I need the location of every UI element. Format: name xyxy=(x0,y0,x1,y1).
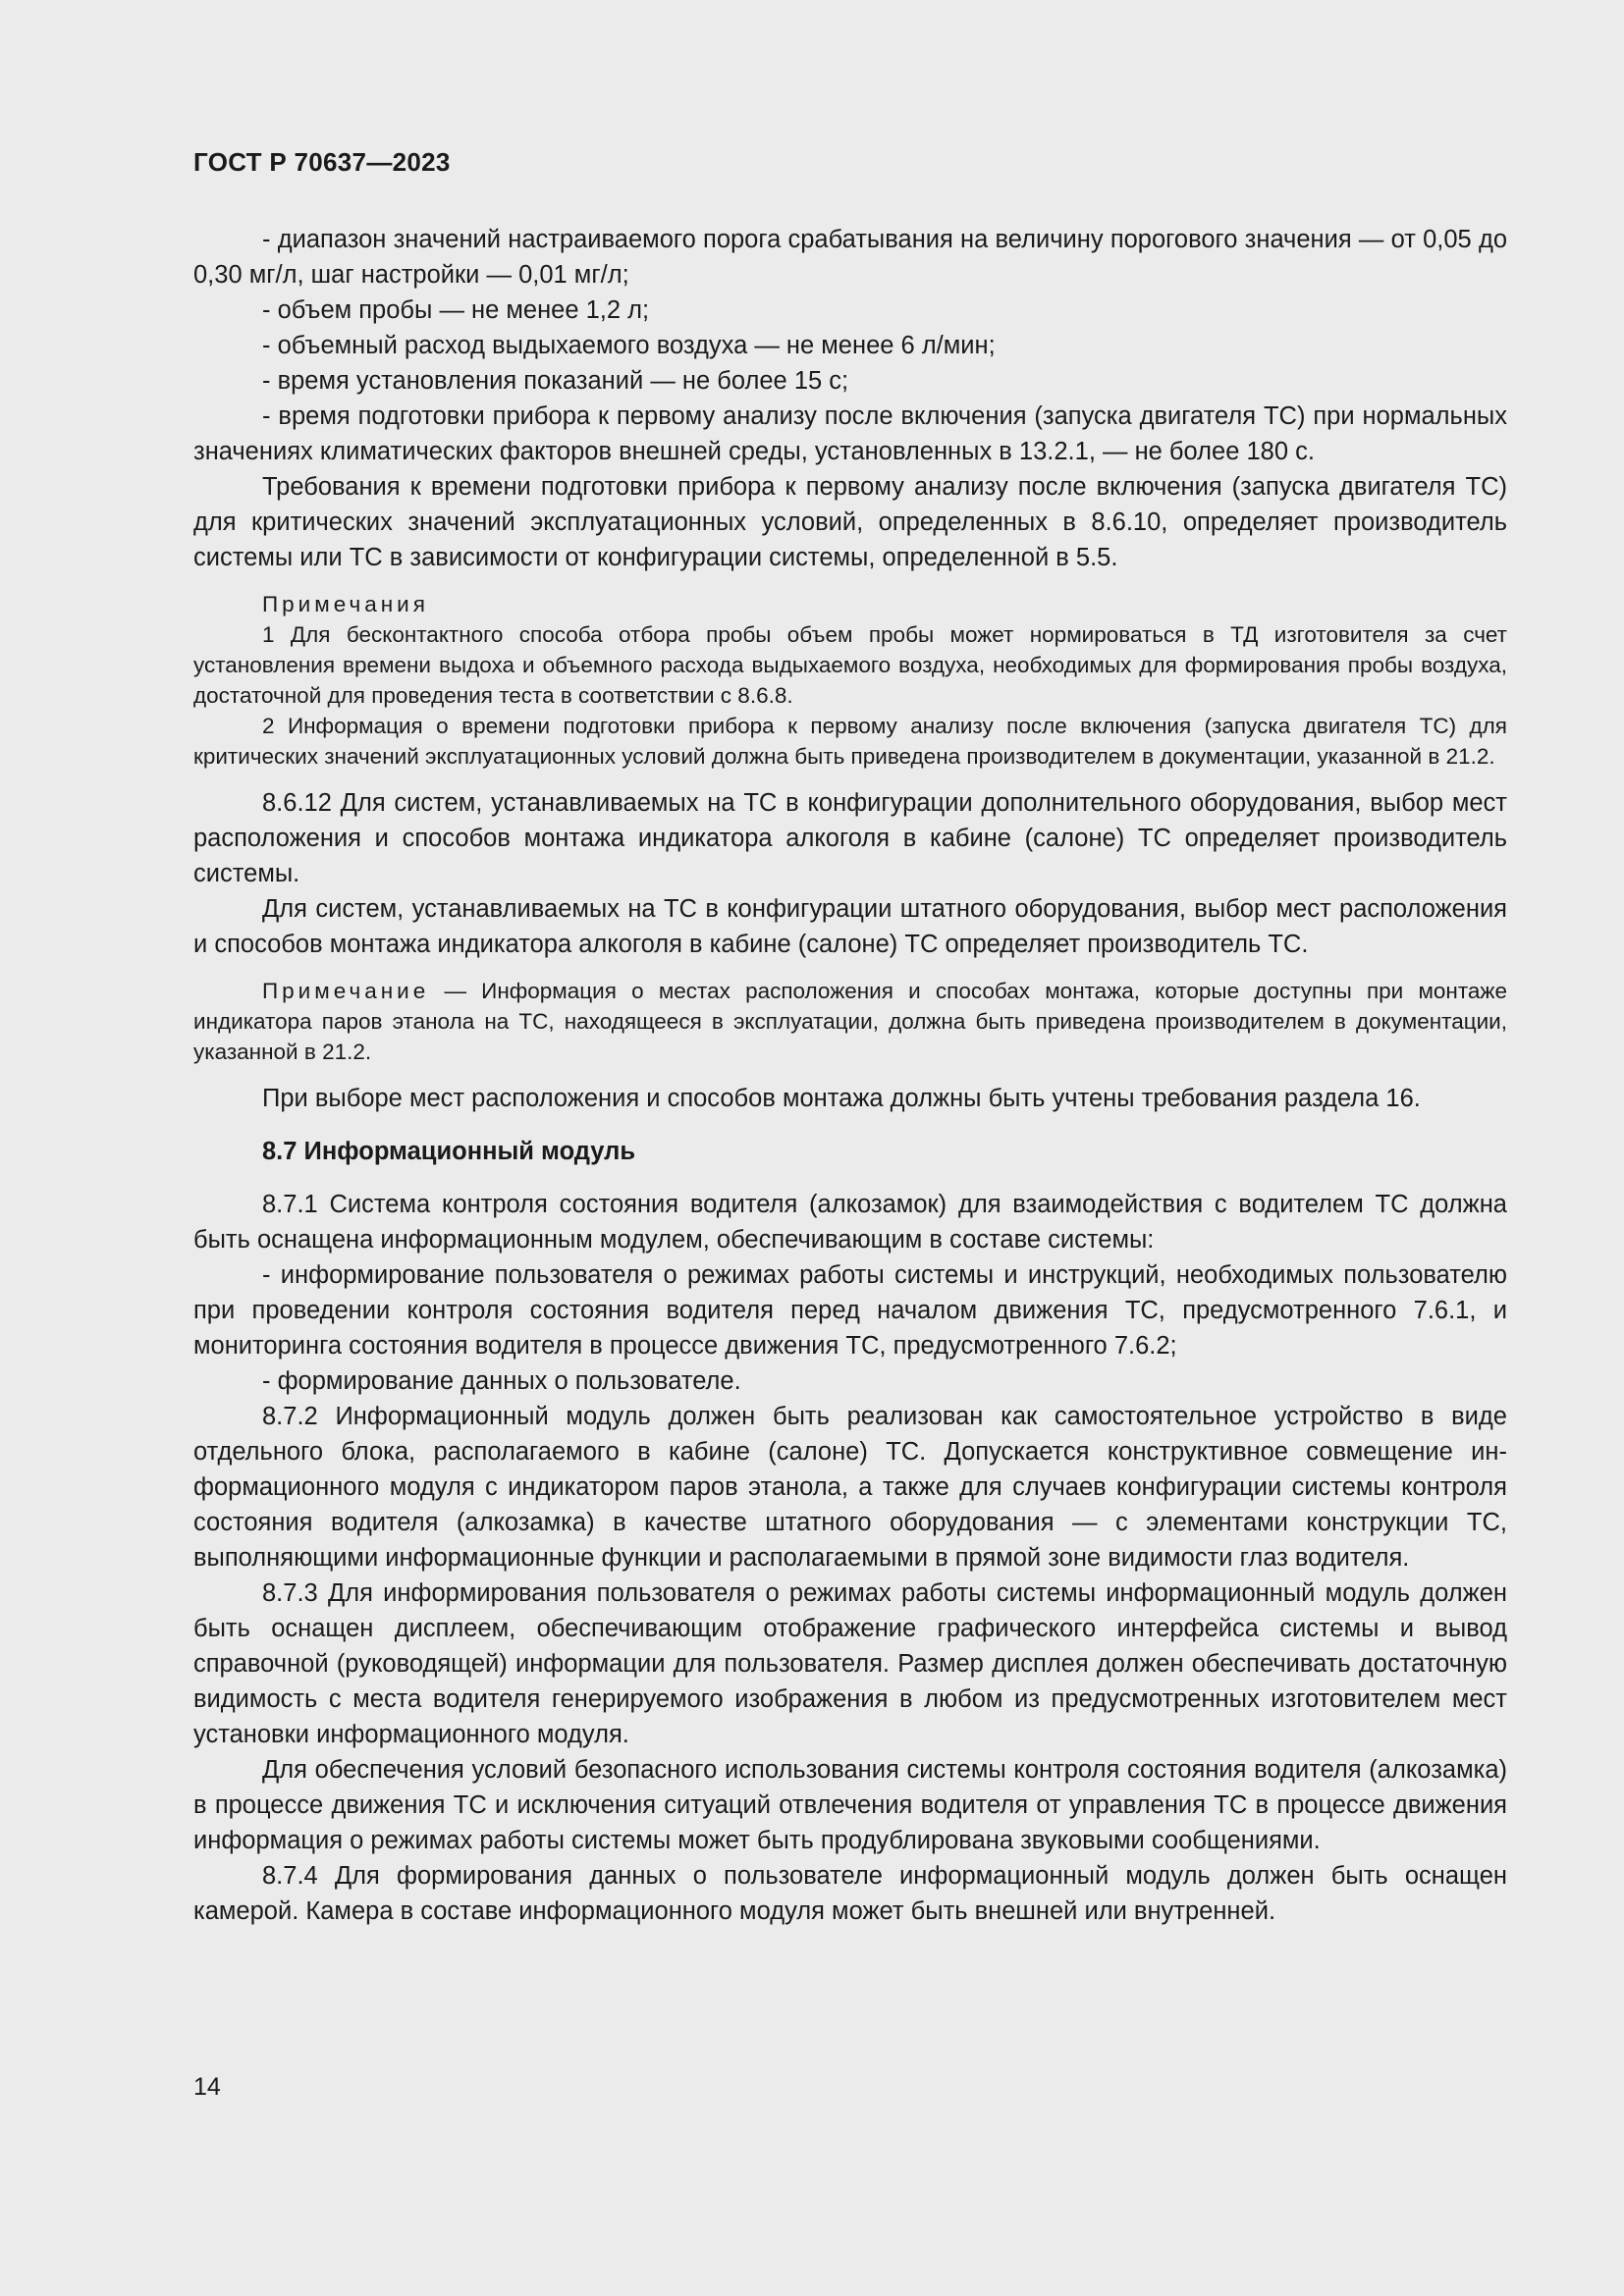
note-2: 2 Информация о времени подготовки прибора к первому анализу после включения (запуска двигателя ТС) для критических значений эксплуатационных условий должна быть приведена производителем в документации, указанной в 21.2. xyxy=(193,714,1507,769)
note-3 xyxy=(193,976,1507,1067)
note-label: Примечание xyxy=(262,979,430,1003)
paragraph: При выборе мест расположения и способов монтажа должны быть учтены требования раздела 16. xyxy=(262,1085,1421,1112)
list-item: - время установления показаний — не более 15 с; xyxy=(262,367,849,395)
list-item: - информирование пользователя о режимах работы системы и инструкций, необходимых пользователю при проведении контроля состояния водителя перед началом движения ТС, предусмотренного 7.6.1, и мониторинга состояния водителя в процессе движения ТС, предусмотренного 7.6.2; xyxy=(193,1261,1507,1360)
list-item: - диапазон значений настраиваемого порога срабатывания на величину порогового значения — от 0,05 до 0,30 мг/л, шаг настройки — 0,01 мг/л; xyxy=(193,226,1507,289)
paragraph: Для систем, устанавливаемых на ТС в конфигурации штатного оборудования, выбор мест расположения и способов монтажа индикатора алкоголя в кабине (салоне) ТС определяет производитель ТС. xyxy=(193,895,1507,958)
paragraph: Требования к времени подготовки прибора к первому анализу после включения (запуска двигателя ТС) для критических значений эксплуатационных условий, определенных в 8.6.10, определяет производитель системы или ТС в зависимости от конфигурации системы, определенной в 5.5. xyxy=(193,473,1507,571)
list-item: - объемный расход выдыхаемого воздуха — не менее 6 л/мин; xyxy=(262,332,996,359)
page-number: 14 xyxy=(193,2073,221,2101)
note-1: 1 Для бесконтактного способа отбора пробы объем пробы может нормироваться в ТД изготовителя за счет установления времени выдоха и объемного расхода выдыхаемого воздуха, необходимых для формирования пробы воздуха, достаточной для проведения теста в соответствии с 8.6.8. xyxy=(193,622,1507,708)
clause-8-6-12: 8.6.12 Для систем, устанавливаемых на ТС в конфигурации дополнительного оборудования, выбор мест расположения и способов монтажа индикатора алкоголя в кабине (салоне) ТС определяет производитель системы. xyxy=(193,789,1507,887)
section-heading-8-7: 8.7 Информационный модуль xyxy=(262,1138,636,1165)
list-item: - формирование данных о пользователе. xyxy=(262,1367,741,1395)
paragraph: Для обеспечения условий безопасного использования системы контроля состояния водителя (алкозамка) в процессе движения ТС и исключения ситуаций отвлечения водителя от управления ТС в процессе движения информация о режимах работы системы может быть продублирована звуковыми сообщениями. xyxy=(193,1756,1507,1854)
clause-8-7-3: 8.7.3 Для информирования пользователя о режимах работы системы информационный модуль должен быть оснащен дисплеем, обеспечивающим отображение графического интерфейса системы и вывод справочной (руководящей) информации для пользователя. Размер дисплея должен обеспечивать достаточную видимость с места водителя генерируемого изображения в любом из предусмотренных изготовителем мест установки информационного модуля. xyxy=(193,1579,1507,1748)
note-text: — Информация о местах расположения и способах монтажа, которые доступны при монтаже индикатора паров этанола на ТС, находящееся в эксплуатации, должна быть приведена производителем в документации, указанной в 21.2. xyxy=(193,979,1507,1064)
clause-8-7-4: 8.7.4 Для формирования данных о пользователе информационный модуль должен быть оснащен камерой. Камера в составе информационного модуля может быть внешней или внутренней. xyxy=(193,1862,1507,1925)
document-body xyxy=(193,222,1507,1929)
list-item: - время подготовки прибора к первому анализу после включения (запуска двигателя ТС) при нормальных значениях климатических факторов внешней среды, установленных в 13.2.1, — не более 180 с. xyxy=(193,402,1507,465)
document-code: ГОСТ Р 70637—2023 xyxy=(193,147,451,177)
notes-title: Примечания xyxy=(262,592,429,616)
clause-8-7-2: 8.7.2 Информационный модуль должен быть реализован как самостоятельное устройство в виде отдельного блока, располагаемого в кабине (салоне) ТС. Допускается конструктивное совмещение информационного модуля с индикатором паров этанола, а также для случаев конфигурации системы контроля состояния водителя (алкозамка) в качестве штатного оборудования — с элементами конструкции ТС, выполняющими информационные функции и располагаемыми в прямой зоне видимости глаз водителя. xyxy=(193,1403,1507,1572)
list-item: - объем пробы — не менее 1,2 л; xyxy=(262,296,650,324)
clause-8-7-1: 8.7.1 Система контроля состояния водителя (алкозамок) для взаимодействия с водителем ТС должна быть оснащена информационным модулем, обеспечивающим в составе системы: xyxy=(193,1191,1507,1254)
